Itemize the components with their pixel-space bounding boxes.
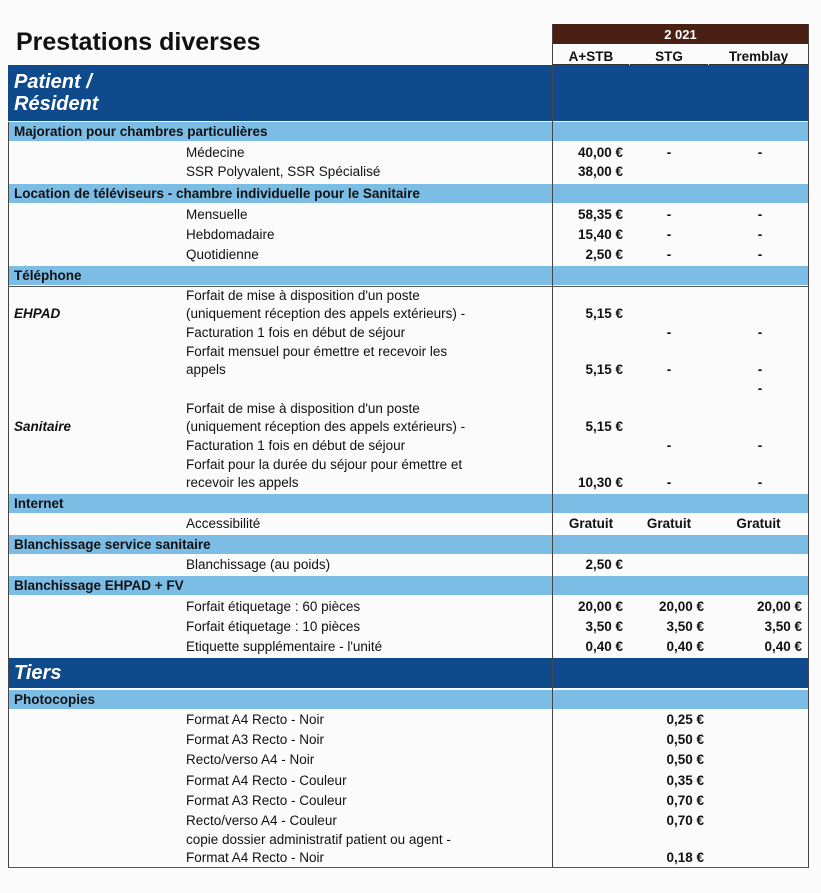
row-label: Mensuelle — [186, 207, 248, 222]
value-stg: Gratuit — [646, 516, 692, 531]
value-stg: 0,50 € — [666, 752, 704, 767]
row-label: Forfait étiquetage : 10 pièces — [186, 619, 361, 634]
section-tiers — [8, 658, 808, 688]
value-stg: 0,35 € — [666, 773, 704, 788]
row-label: Format A4 Recto - Noir — [186, 850, 325, 865]
value-stg: - — [666, 438, 672, 453]
row-label: Format A4 Recto - Couleur — [186, 773, 347, 788]
row-label: Médecine — [186, 145, 245, 160]
value-a-stb: 20,00 € — [577, 599, 623, 614]
row-label: (uniquement réception des appels extérieurs) - — [186, 306, 466, 321]
value-stg: 0,18 € — [666, 850, 704, 865]
page-title: Prestations diverses — [16, 28, 261, 56]
value-a-stb: 5,15 € — [585, 419, 623, 434]
subsection-telephone — [8, 266, 808, 285]
subsection-label: Internet — [14, 496, 64, 511]
row-label: appels — [186, 362, 226, 377]
section-title: Tiers — [14, 662, 62, 684]
value-stg: - — [666, 247, 672, 262]
value-tremblay: - — [757, 207, 763, 222]
value-tremblay: 3,50 € — [764, 619, 802, 634]
row-label: SSR Polyvalent, SSR Spécialisé — [186, 164, 381, 179]
row-label: recevoir les appels — [186, 475, 299, 490]
row-label: Etiquette supplémentaire - l'unité — [186, 639, 383, 654]
value-tremblay: - — [757, 475, 763, 490]
value-a-stb: 5,15 € — [585, 306, 623, 321]
row-label: Forfait de mise à disposition d'un poste — [186, 288, 420, 303]
value-stg: 20,00 € — [658, 599, 704, 614]
subsection-label: Blanchissage service sanitaire — [14, 537, 211, 552]
section-title-line1: Patient / — [14, 71, 92, 93]
value-a-stb: 58,35 € — [577, 207, 623, 222]
value-tremblay: Gratuit — [736, 516, 781, 531]
subsection-label: Blanchissage EHPAD + FV — [14, 578, 184, 593]
value-stg: 3,50 € — [666, 619, 704, 634]
subsection-blanchissage-ehpad — [8, 576, 808, 595]
value-stg: 0,50 € — [666, 732, 704, 747]
value-stg: 0,70 € — [666, 793, 704, 808]
grid-line — [8, 286, 809, 287]
section-title-line2: Résident — [14, 93, 99, 115]
row-label: Accessibilité — [186, 516, 261, 531]
column-header-a-stb: A+STB — [553, 44, 629, 65]
subsection-location — [8, 184, 808, 203]
value-tremblay: - — [757, 247, 763, 262]
value-a-stb: Gratuit — [568, 516, 614, 531]
value-stg: - — [666, 325, 672, 340]
value-a-stb: 10,30 € — [577, 475, 623, 490]
column-header-tremblay: Tremblay — [709, 44, 808, 65]
value-tremblay: - — [757, 227, 763, 242]
grid-line — [8, 867, 809, 868]
subsection-blanchissage-sanitaire — [8, 535, 808, 554]
subsection-internet — [8, 494, 808, 513]
grid-line — [8, 122, 9, 867]
subsection-label: Photocopies — [14, 692, 96, 707]
value-a-stb: 2,50 € — [585, 247, 623, 262]
value-stg: - — [666, 145, 672, 160]
row-label: Blanchissage (au poids) — [186, 557, 331, 572]
grid-line — [552, 24, 553, 867]
value-tremblay: 0,40 € — [764, 639, 802, 654]
group-label-ehpad: EHPAD — [14, 306, 61, 321]
subsection-photocopies — [8, 690, 808, 709]
value-tremblay: - — [757, 325, 763, 340]
value-stg: - — [666, 362, 672, 377]
value-tremblay: - — [757, 438, 763, 453]
section-patient-resident — [8, 65, 808, 121]
value-stg: 0,70 € — [666, 813, 704, 828]
value-tremblay: - — [757, 145, 763, 160]
subsection-label: Téléphone — [14, 268, 82, 283]
row-label: Format A4 Recto - Noir — [186, 712, 325, 727]
value-a-stb: 5,15 € — [585, 362, 623, 377]
subsection-label: Location de téléviseurs - chambre individuelle pour le Sanitaire — [14, 186, 420, 201]
value-tremblay: - — [757, 362, 763, 377]
row-label: Forfait étiquetage : 60 pièces — [186, 599, 361, 614]
grid-line — [808, 24, 809, 867]
value-a-stb: 2,50 € — [585, 557, 623, 572]
row-label: Quotidienne — [186, 247, 259, 262]
column-header-stg: STG — [630, 44, 708, 65]
row-label: Facturation 1 fois en début de séjour — [186, 325, 406, 340]
row-label: Facturation 1 fois en début de séjour — [186, 438, 406, 453]
row-label: Format A3 Recto - Couleur — [186, 793, 347, 808]
row-label: Recto/verso A4 - Couleur — [186, 813, 337, 828]
value-a-stb: 15,40 € — [577, 227, 623, 242]
group-label-sanitaire: Sanitaire — [14, 419, 72, 434]
row-label: copie dossier administratif patient ou agent - — [186, 832, 451, 847]
year-header: 2 021 — [553, 24, 808, 44]
value-a-stb: 0,40 € — [585, 639, 623, 654]
row-label: Format A3 Recto - Noir — [186, 732, 325, 747]
row-label: Forfait mensuel pour émettre et recevoir les — [186, 344, 448, 359]
value-stg: - — [666, 475, 672, 490]
value-a-stb: 38,00 € — [577, 164, 623, 179]
value-a-stb: 3,50 € — [585, 619, 623, 634]
row-label: (uniquement réception des appels extérieurs) - — [186, 419, 466, 434]
subsection-label: Majoration pour chambres particulières — [14, 124, 268, 139]
subsection-majoration — [8, 122, 808, 141]
row-label: Recto/verso A4 - Noir — [186, 752, 315, 767]
value-stg: 0,25 € — [666, 712, 704, 727]
value-stg: - — [666, 227, 672, 242]
row-label: Hebdomadaire — [186, 227, 275, 242]
row-label: Forfait pour la durée du séjour pour émettre et — [186, 457, 463, 472]
value-a-stb: 40,00 € — [577, 145, 623, 160]
value-tremblay: - — [757, 381, 763, 396]
value-tremblay: 20,00 € — [756, 599, 802, 614]
value-stg: - — [666, 207, 672, 222]
row-label: Forfait de mise à disposition d'un poste — [186, 401, 420, 416]
value-stg: 0,40 € — [666, 639, 704, 654]
